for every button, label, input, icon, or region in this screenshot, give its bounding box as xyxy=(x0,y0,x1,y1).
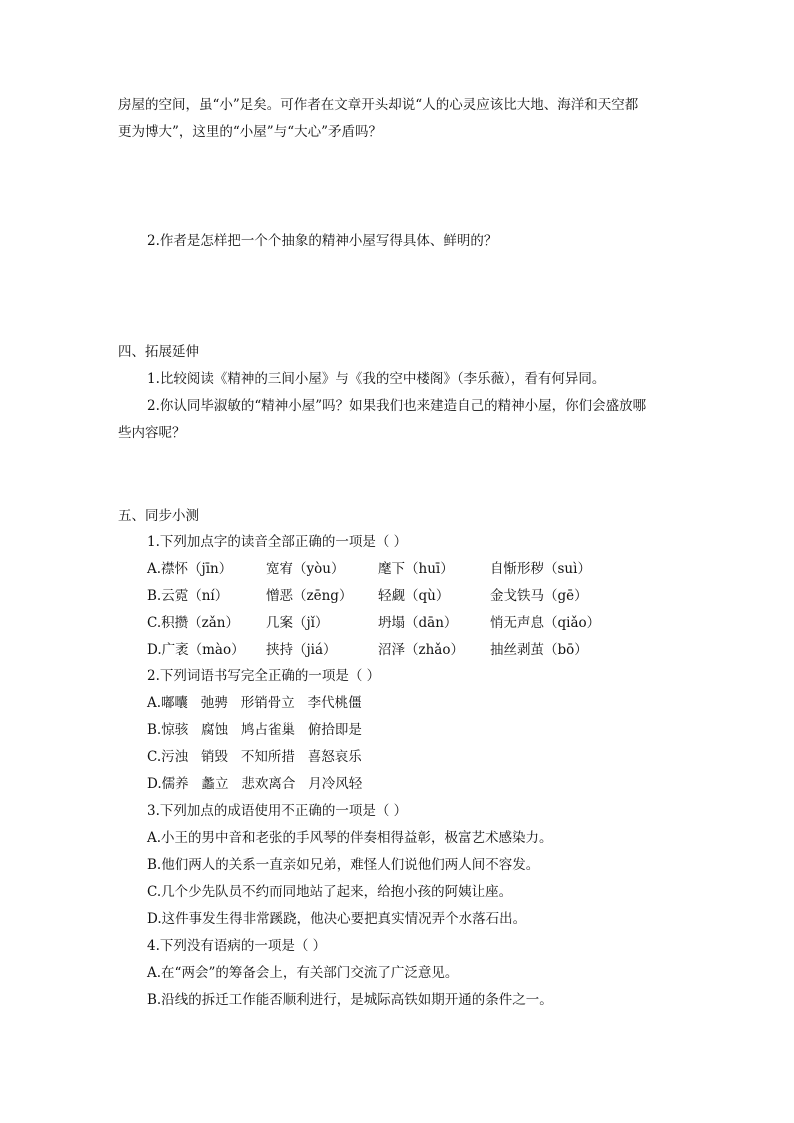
quiz-question-2-stem: 2.下列词语书写完全正确的一项是（ ） xyxy=(147,668,381,684)
option-cell: 金戈铁马（gē） xyxy=(490,588,588,604)
quiz-question-3-option-a: A.小王的男中音和老张的手风琴的伴奏相得益彰，极富艺术感染力。 xyxy=(147,830,553,846)
section-5-title: 五、同步小测 xyxy=(118,508,199,524)
option-cell: 几案（jǐ） xyxy=(266,615,329,631)
section-4-question-2-line-2: 些内容呢？ xyxy=(118,425,186,441)
option-cell: 坍塌（dān） xyxy=(378,615,458,631)
quiz-question-4-option-a: A.在“两会”的筹备会上，有关部门交流了广泛意见。 xyxy=(147,965,459,981)
intro-line-2: 更为博大”，这里的“小屋”与“大心”矛盾吗？ xyxy=(118,124,383,140)
option-cell: 憎恶（zēng） xyxy=(266,588,353,604)
quiz-question-1-stem: 1.下列加点字的读音全部正确的一项是（ ） xyxy=(147,534,408,550)
quiz-question-4-option-b: B.沿线的拆迁工作能否顺利进行，是城际高铁如期开通的条件之一。 xyxy=(147,992,553,1008)
intro-line-1: 房屋的空间，虽“小”足矣。可作者在文章开头却说“人的心灵应该比大地、海洋和天空都 xyxy=(118,97,639,113)
option-cell: 轻觑（qù） xyxy=(378,588,450,604)
quiz-question-3-option-c: C.几个少先队员不约而同地站了起来，给抱小孩的阿姨让座。 xyxy=(147,884,513,900)
option-cell: 麾下（huī） xyxy=(378,561,454,577)
quiz-question-2-option-d: D.儒养 蠡立 悲欢离合 月冷风轻 xyxy=(147,776,363,792)
option-cell: 宽宥（yòu） xyxy=(266,561,345,577)
option-cell: D.广袤（mào） xyxy=(147,642,245,658)
quiz-question-4-stem: 4.下列没有语病的一项是（ ） xyxy=(147,938,327,954)
option-cell: 挟持（jiá） xyxy=(266,642,337,658)
option-cell: 抽丝剥茧（bō） xyxy=(490,642,588,658)
quiz-question-3-stem: 3.下列加点的成语使用不正确的一项是（ ） xyxy=(147,803,408,819)
question-concrete-depiction: 2.作者是怎样把一个个抽象的精神小屋写得具体、鲜明的？ xyxy=(147,233,498,249)
option-cell: C.积攒（zǎn） xyxy=(147,615,239,631)
option-cell: 悄无声息（qiǎo） xyxy=(490,615,601,631)
quiz-question-2-option-b: B.惊骇 腐蚀 鸠占雀巢 俯拾即是 xyxy=(147,722,362,738)
option-cell: 沼泽（zhǎo） xyxy=(378,642,464,658)
quiz-question-2-option-a: A.嘟囔 弛骋 形销骨立 李代桃僵 xyxy=(147,695,362,711)
option-cell: A.襟怀（jīn） xyxy=(147,561,233,577)
section-4-question-1: 1.比较阅读《精神的三间小屋》与《我的空中楼阁》（李乐薇），看有何异同。 xyxy=(147,371,606,387)
quiz-question-3-option-d: D.这件事发生得非常蹊跷，他决心要把真实情况弄个水落石出。 xyxy=(147,911,527,927)
option-cell: B.云霓（ní） xyxy=(147,588,229,604)
quiz-question-3-option-b: B.他们两人的关系一直亲如兄弟，难怪人们说他们两人间不容发。 xyxy=(147,857,540,873)
quiz-question-2-option-c: C.污浊 销毁 不知所措 喜怒哀乐 xyxy=(147,749,362,765)
section-4-question-2-line-1: 2.你认同毕淑敏的“精神小屋”吗？如果我们也来建造自己的精神小屋，你们会盛放哪 xyxy=(147,398,647,414)
option-cell: 自惭形秽（suì） xyxy=(490,561,591,577)
section-4-title: 四、拓展延伸 xyxy=(118,344,199,360)
